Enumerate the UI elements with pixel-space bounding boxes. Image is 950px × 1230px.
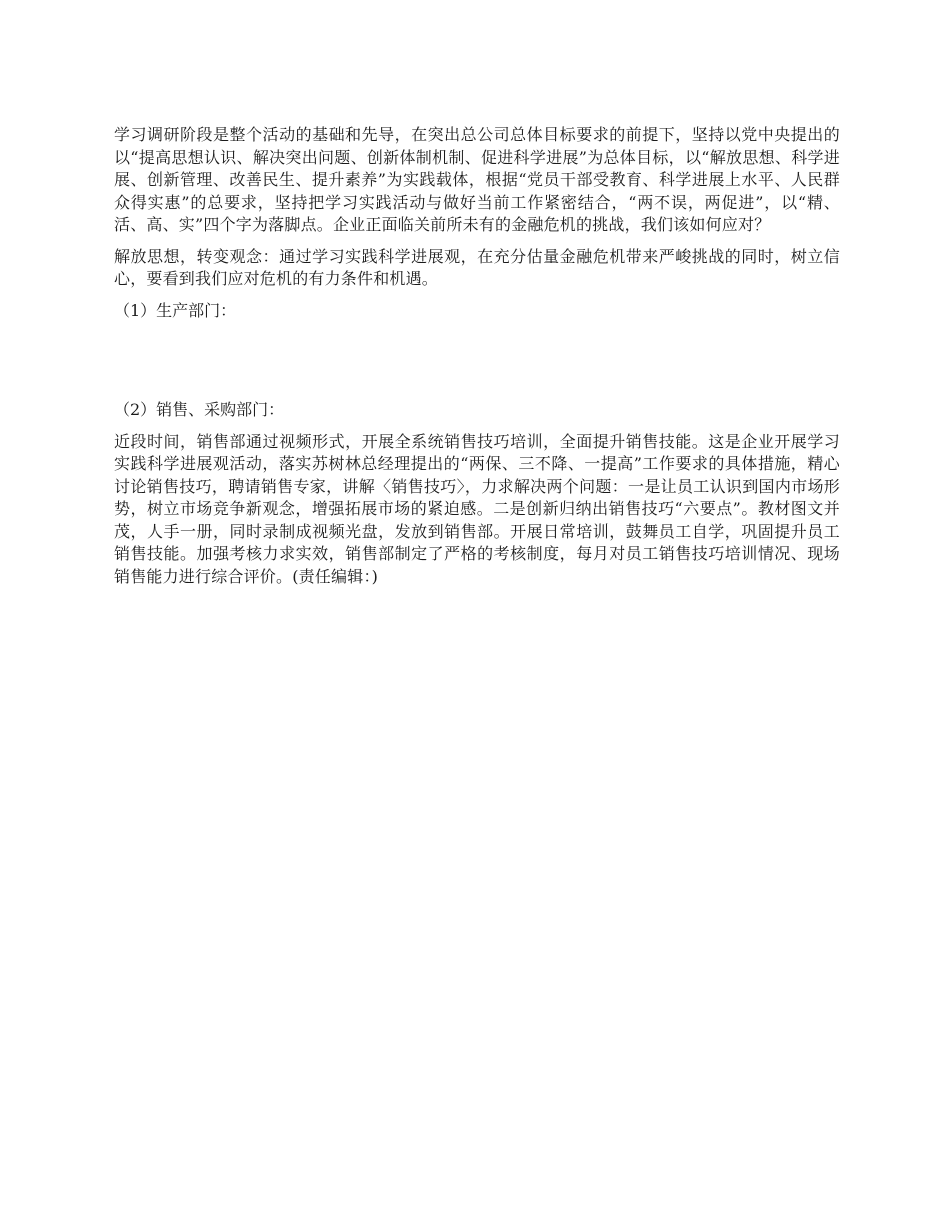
intro-paragraph: 学习调研阶段是整个活动的基础和先导，在突出总公司总体目标要求的前提下，坚持以党中央提出的以“提高思想认识、解决突出问题、创新体制机制、促进科学进展”为总体目标，以“解放思想、科学进展、创新管理、改善民生、提升素养”为实践载体，根据“党员干部受教育、科学进展上水平、人民群众得实惠”的总要求，坚持把学习实践活动与做好当前工作紧密结合，“两不误，两促进”，以“精、活、高、实”四个字为落脚点。企业正面临关前所未有的金融危机的挑战，我们该如何应对？ [114,125,840,234]
sales-procurement-heading: （2）销售、采购部门： [114,400,285,419]
document-body [114,124,840,597]
production-department-heading: （1）生产部门： [114,300,237,320]
emancipate-mind-paragraph: 解放思想，转变观念：通过学习实践科学进展观，在充分估量金融危机带来严峻挑战的同时，树立信心，要看到我们应对危机的有力条件和机遇。 [114,246,840,288]
sales-training-paragraph: 近段时间，销售部通过视频形式，开展全系统销售技巧培训，全面提升销售技能。这是企业开展学习实践科学进展观活动，落实苏树林总经理提出的“两保、三不降、一提高”工作要求的具体措施，精心讨论销售技巧，聘请销售专家，讲解〈销售技巧〉，力求解决两个问题：一是让员工认识到国内市场形势，树立市场竞争新观念，增强拓展市场的紧迫感。二是创新归纳出销售技巧“六要点”。教材图文并茂，人手一册，同时录制成视频光盘，发放到销售部。开展日常培训，鼓舞员工自学，巩固提升员工销售技能。加强考核力求实效，销售部制定了严格的考核制度，每月对员工销售技巧培训情况、现场销售能力进行综合评价。(责任编辑：) [114,431,840,586]
